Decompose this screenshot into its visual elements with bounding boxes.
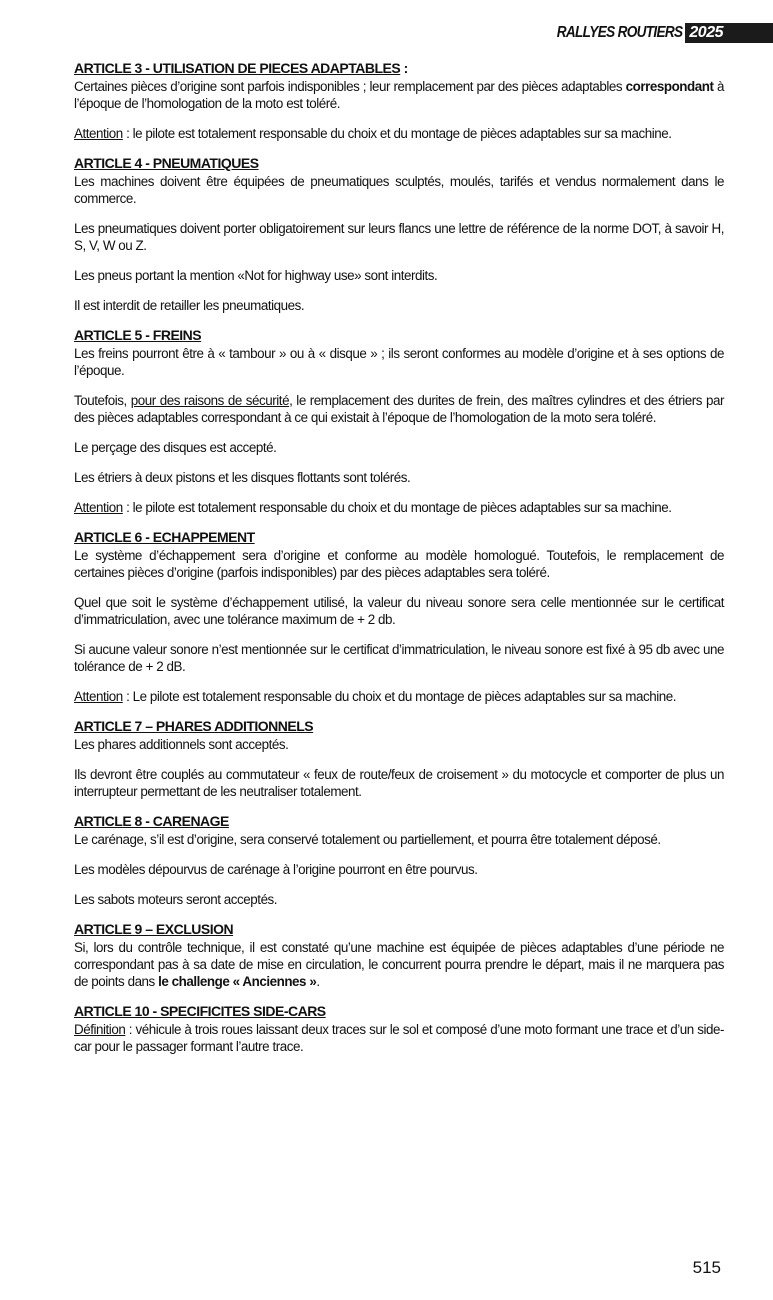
article-4-paragraph-1: Les machines doivent être équipées de pneumatiques sculptés, moulés, tarifés et vendus normalement dans le commerce.: [74, 174, 724, 206]
article-4-paragraph-4: Il est interdit de retailler les pneumatiques.: [74, 298, 305, 313]
article-7-heading: ARTICLE 7 – PHARES ADDITIONNELS: [74, 718, 314, 734]
article-6-paragraph-2: Quel que soit le système d’échappement utilisé, la valeur du niveau sonore sera celle mentionnée sur le certificat d’immatriculation, avec une tolérance maximum de + 2 db.: [74, 595, 724, 627]
article-8-paragraph-2: Les modèles dépourvus de carénage à l’origine pourront en être pourvus.: [74, 862, 478, 877]
article-3-heading: ARTICLE 3 - UTILISATION DE PIECES ADAPTABLES :: [74, 60, 408, 76]
article-3-attention: Attention : le pilote est totalement responsable du choix et du montage de pièces adaptables sur sa machine.: [74, 126, 672, 141]
article-6-paragraph-1: Le système d’échappement sera d’origine et conforme au modèle homologué. Toutefois, le remplacement de certaines pièces d’origine (parfois indisponibles) par des pièces adaptables sera toléré.: [74, 548, 724, 580]
article-8-paragraph-1: Le carénage, s’il est d’origine, sera conservé totalement ou partiellement, et pourra être totalement déposé.: [74, 832, 661, 847]
article-5-paragraph-1: Les freins pourront être à « tambour » ou à « disque » ; ils seront conformes au modèle d’origine et à ses options de l’époque.: [74, 346, 724, 378]
article-5-attention: Attention : le pilote est totalement responsable du choix et du montage de pièces adaptables sur sa machine.: [74, 500, 672, 515]
header-title: RALLYES ROUTIERS: [556, 24, 683, 41]
header-year-badge: 2025: [685, 23, 773, 43]
article-5-paragraph-2: Toutefois, pour des raisons de sécurité, le remplacement des durites de frein, des maîtres cylindres et des étriers par des pièces adaptables correspondant à ce qui existait à l’époque de l’homologation de la moto sera toléré.: [74, 393, 724, 425]
page-header: [534, 22, 773, 44]
article-10-definition: Définition : véhicule à trois roues laissant deux traces sur le sol et composé d’une moto formant une trace et d’un side-car pour le passager formant l’autre trace.: [74, 1022, 724, 1054]
article-4-paragraph-2: Les pneumatiques doivent porter obligatoirement sur leurs flancs une lettre de référence de la norme DOT, à savoir H, S, V, W ou Z.: [74, 221, 724, 253]
article-9-paragraph-1: Si, lors du contrôle technique, il est constaté qu’une machine est équipée de pièces adaptables d’une période ne correspondant pas à sa date de mise en circulation, le concurrent pourra prendre le départ, mais il ne marquera pas de points dans le challenge « Anciennes ».: [74, 940, 724, 989]
article-5-heading: ARTICLE 5 - FREINS: [74, 327, 202, 343]
article-7-paragraph-1: Les phares additionnels sont acceptés.: [74, 737, 289, 752]
page-number: 515: [692, 1258, 721, 1277]
document-body: [74, 60, 724, 1055]
article-3-paragraph-1: Certaines pièces d’origine sont parfois indisponibles ; leur remplacement par des pièces adaptables correspondant à l’époque de l’homologation de la moto est toléré.: [74, 79, 724, 111]
article-6-heading: ARTICLE 6 - ECHAPPEMENT: [74, 529, 255, 545]
article-4-heading: ARTICLE 4 - PNEUMATIQUES: [74, 155, 259, 171]
article-6-paragraph-3: Si aucune valeur sonore n’est mentionnée sur le certificat d’immatriculation, le niveau sonore est fixé à 95 db avec une tolérance de + 2 dB.: [74, 642, 724, 674]
article-6-attention: Attention : Le pilote est totalement responsable du choix et du montage de pièces adaptables sur sa machine.: [74, 689, 677, 704]
article-10-heading: ARTICLE 10 - SPECIFICITES SIDE-CARS: [74, 1003, 326, 1019]
article-9-heading: ARTICLE 9 – EXCLUSION: [74, 921, 234, 937]
article-7-paragraph-2: Ils devront être couplés au commutateur « feux de route/feux de croisement » du motocycle et comporter de plus un interrupteur permettant de les neutraliser totalement.: [74, 767, 724, 799]
article-8-heading: ARTICLE 8 - CARENAGE: [74, 813, 229, 829]
article-8-paragraph-3: Les sabots moteurs seront acceptés.: [74, 892, 278, 907]
article-4-paragraph-3: Les pneus portant la mention «Not for highway use» sont interdits.: [74, 268, 438, 283]
article-5-paragraph-4: Les étriers à deux pistons et les disques flottants sont tolérés.: [74, 470, 411, 485]
article-5-paragraph-3: Le perçage des disques est accepté.: [74, 440, 277, 455]
